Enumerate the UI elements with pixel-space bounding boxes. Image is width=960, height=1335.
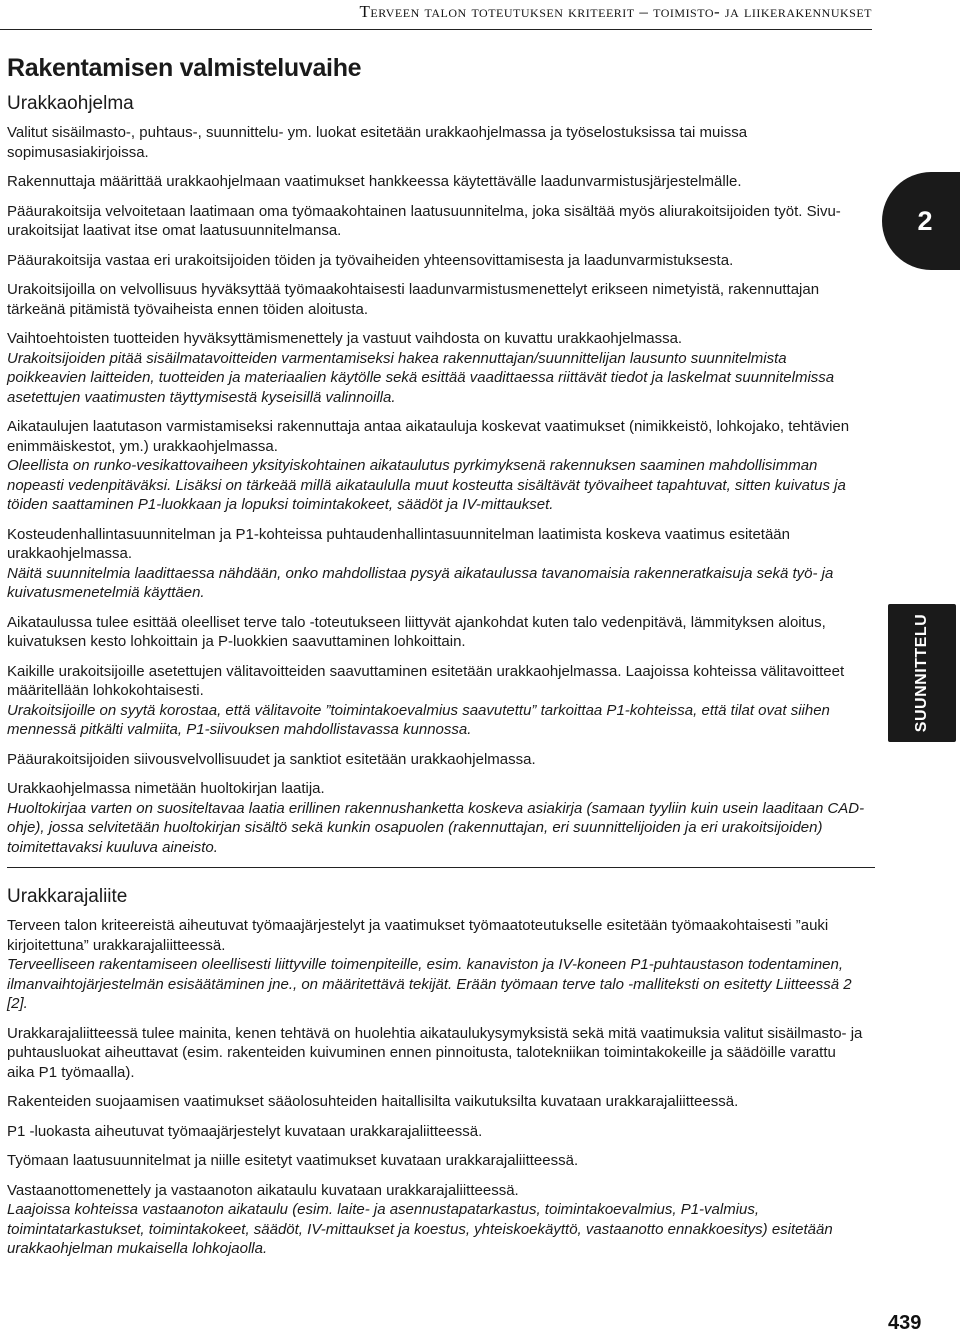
section-divider xyxy=(7,867,875,868)
guidance-text: Terveelliseen rakentamiseen oleellisesti liittyville toimenpiteille, esim. kanaviston ja IV-koneen P1-puhtaustason todentaminen, ilmanvaihtojärjestelmän esisäätäminen jne., on määritettävä tekijät. Erään työmaan terve talo -malliteksti on esitetty Liitteessä 2 [2]. xyxy=(7,956,852,1012)
urakkarajaliite-paragraphs xyxy=(7,916,867,1259)
section-side-tab-label: SUUNNITTELU xyxy=(913,613,930,733)
body-text: Urakoitsijoilla on velvollisuus hyväksyttää työmaakohtaisesti laadunvarmistusmenettelyt erikseen nimetyistä, rakennuttajan tärkeänä pitämistä työvaiheista ennen töiden aloitusta. xyxy=(7,281,820,318)
paragraph-block xyxy=(7,329,867,407)
body-text: Vaihtoehtoisten tuotteiden hyväksyttämismenettely ja vastuut vaihdosta on kuvattu urakkaohjelmassa. xyxy=(7,330,683,347)
paragraph-block xyxy=(7,1181,867,1259)
section-title: Rakentamisen valmisteluvaihe xyxy=(7,54,362,82)
paragraph-block xyxy=(7,280,867,319)
body-text: Vastaanottomenettely ja vastaanoton aikataulu kuvataan urakkarajaliitteessä. xyxy=(7,1181,519,1199)
body-text: Pääurakoitsija vastaa eri urakoitsijoiden töiden ja työvaiheiden yhteensovittamisesta ja laadunvarmistuksesta. xyxy=(7,251,734,269)
body-text: Pääurakoitsijoiden siivousvelvollisuudet ja sanktiot esitetään urakkaohjelmassa. xyxy=(7,750,536,768)
running-header-title: Terveen talon toteutuksen kriteerit – toimisto- ja liikerakennukset xyxy=(359,2,872,21)
body-text: Työmaan laatusuunnitelmat ja niille esitetyt vaatimukset kuvataan urakkarajaliitteessä. xyxy=(7,1152,579,1169)
body-text: Terveen talon kriteereistä aiheutuvat työmaajärjestelyt ja vaatimukset työmaatoteutukselle esitetään työmaakohtaisesti ”auki kirjoitettuna” urakkarajaliitteessä. xyxy=(7,917,829,954)
body-text: Valitut sisäilmasto-, puhtaus-, suunnittelu- ym. luokat esitetään urakkaohjelmassa ja työselostuksissa tai muissa sopimusasiakirjoissa. xyxy=(7,124,748,161)
subsection-title-urakkaohjelma: Urakkaohjelma xyxy=(7,93,134,114)
body-text: Kosteudenhallintasuunnitelman ja P1-kohteissa puhtaudenhallintasuunnitelman laatimista koskeva vaatimus esitetään urakkaohjelmassa. xyxy=(7,525,790,562)
paragraph-block xyxy=(7,1151,867,1171)
body-text: Rakenteiden suojaamisen vaatimukset sääolosuhteiden haitallisilta vaikutuksilta kuvataan urakkarajaliitteessä. xyxy=(7,1093,739,1110)
section-side-tab xyxy=(888,604,956,742)
paragraph-block xyxy=(7,251,867,271)
paragraph-block xyxy=(7,1024,867,1083)
paragraph-block xyxy=(7,1092,867,1112)
body-text: Aikataulujen laatutason varmistamiseksi rakennuttaja antaa aikatauluja koskevat vaatimukset (nimikkeistö, lohkojako, tehtävien enimmäiskestot, ym.) urakkaohjelmassa. xyxy=(7,418,850,455)
body-text: Urakkaohjelmassa nimetään huoltokirjan laatija. xyxy=(7,780,325,797)
page-number: 439 xyxy=(888,1312,922,1334)
guidance-text: Huoltokirjaa varten on suositeltavaa laatia erillinen rakennushanketta koskeva asiakirja (samaan tyyliin kuin usein laaditaan CAD-ohje), jossa selvitetään huoltokirjan sisältö sekä kunkin osapuolen (rakennuttajan, eri suunnittelijoiden ja eri urakoitsijoiden) toimitettavaksi kuuluva aineisto. xyxy=(7,799,865,856)
paragraph-block xyxy=(7,525,867,603)
paragraph-block xyxy=(7,172,867,192)
chapter-number-tab xyxy=(882,172,960,270)
urakkaohjelma-paragraphs xyxy=(7,123,867,857)
body-text: Pääurakoitsija velvoitetaan laatimaan oma työmaakohtainen laatusuunnitelma, joka sisältää myös aliurakoitsijoiden työt. Sivu-urakoitsijat laativat itse omat laatusuunnitelmansa. xyxy=(7,202,841,239)
guidance-text: Urakoitsijoille on syytä korostaa, että välitavoite ”toimintakoevalmius saavutettu” tarkoittaa P1-kohteissa, että tilat ovat siihen mennessä pitkälti valmiita, P1-siivouksen mahdollistavassa kunnossa. xyxy=(7,701,830,738)
body-text: Rakennuttaja määrittää urakkaohjelmaan vaatimukset hankkeessa käytettävälle laadunvarmistusjärjestelmälle. xyxy=(7,173,742,190)
guidance-text: Näitä suunnitelmia laadittaessa nähdään, onko mahdollistaa pysyä aikataulussa tavanomaisia rakenneratkaisuja sekä työ- ja kuivatusmenetelmiä käyttäen. xyxy=(7,564,834,601)
page-content xyxy=(7,42,867,1269)
paragraph-block xyxy=(7,779,867,857)
chapter-number: 2 xyxy=(917,205,933,236)
guidance-text: Oleellista on runko-vesikattovaiheen yksityiskohtainen aikataulutus pyrkimyksenä rakennuksen saaminen mahdollisimman nopeasti vedenpitäväksi. Lisäksi on tärkeää millä aikataululla muut kosteutta sisältävät työvaiheet tapahtuvat, sitten kuivatus ja töiden saattaminen P1-luokkaan ja lopuksi toimintakokeet, säädöt ja IV-mittaukset. xyxy=(7,457,846,513)
paragraph-block xyxy=(7,750,867,770)
running-header xyxy=(0,0,872,30)
body-text: Aikataulussa tulee esittää oleelliset terve talo -toteutukseen liittyvät ajankohdat kuten talo vedenpitävä, lämmityksen aloitus, kuivatuksen kesto lohkoittain ja P-luokkien saavuttaminen lohkoittain. xyxy=(7,613,826,650)
subsection-title-urakkarajaliite: Urakkarajaliite xyxy=(7,886,128,907)
guidance-text: Laajoissa kohteissa vastaanoton aikataulu (esim. laite- ja asennustapatarkastus, toimintakoevalmius, P1-valmius, toimintatarkastukset, toimintakokeet, säädöt, IV-mittaukset ja koestus, yhteiskoekäyttö, vastaanotto ennakkoesitys) esitetään urakkaohjelman mukaisella lohkojaolla. xyxy=(7,1201,833,1257)
body-text: P1 -luokasta aiheutuvat työmaajärjestelyt kuvataan urakkarajaliitteessä. xyxy=(7,1122,483,1140)
body-text: Urakkarajaliitteessä tulee mainita, kenen tehtävä on huolehtia aikataulukysymyksistä sekä mitä vaatimuksia valitut sisäilmasto- ja puhtausluokat aiheuttavat (esim. rakenteiden kuivuminen ennen pinnoitusta, talotekniikan toimintakokeille ja säädöille varattu aika P1 työmaalla). xyxy=(7,1024,863,1081)
paragraph-block xyxy=(7,613,867,652)
body-text: Kaikille urakoitsijoille asetettujen välitavoitteiden saavuttaminen esitetään urakkaohjelmassa. Laajoissa kohteissa välitavoitteet määritellään lohkokohtaisesti. xyxy=(7,662,845,699)
paragraph-block xyxy=(7,417,867,515)
paragraph-block xyxy=(7,202,867,241)
paragraph-block xyxy=(7,662,867,740)
paragraph-block xyxy=(7,1122,867,1142)
guidance-text: Urakoitsijoiden pitää sisäilmatavoitteiden varmentamiseksi hakea rakennuttajan/suunnittelijan lausunto suunnitelmista poikkeavien laitteiden, tuotteiden ja materiaalien käytölle sekä esittää vaadittaessa riittävät tiedot ja laskelmat suunnitelmissa asetettujen vaatimusten täyttymisestä kyseisillä valinnoilla. xyxy=(7,349,835,406)
paragraph-block xyxy=(7,916,867,1014)
paragraph-block xyxy=(7,123,867,162)
